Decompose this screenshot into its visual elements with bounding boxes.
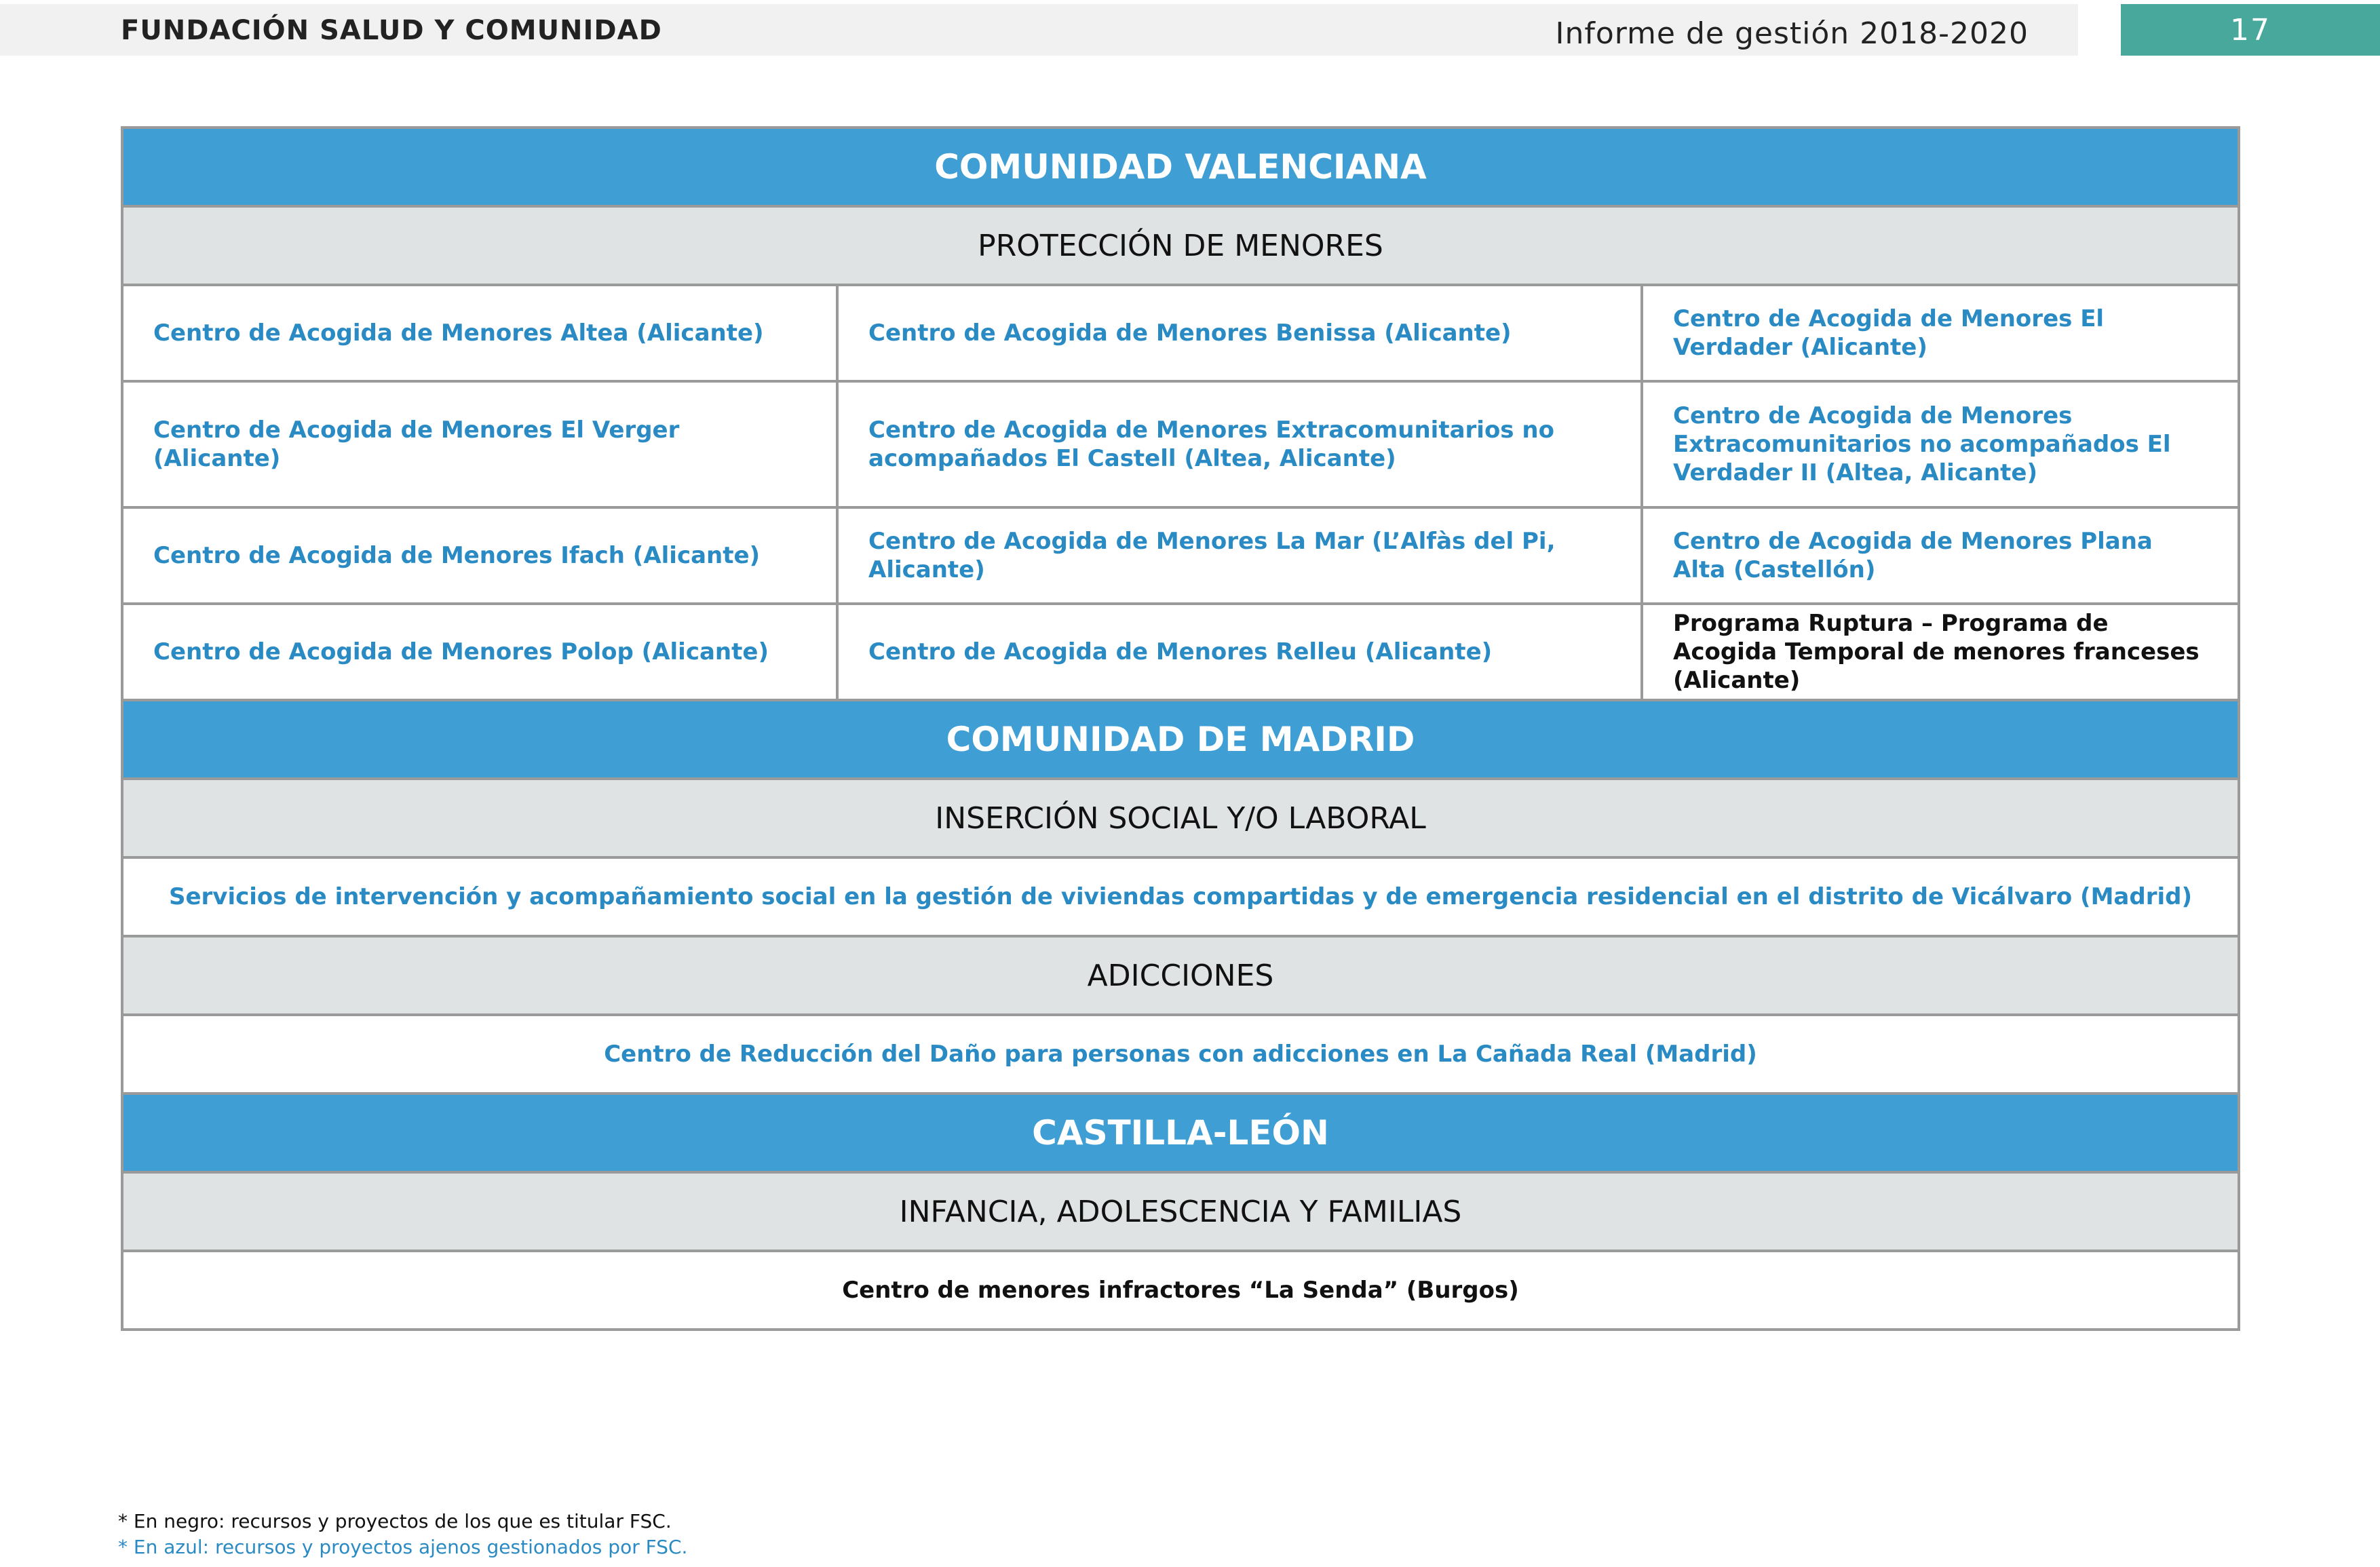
- category-row: [122, 206, 2239, 285]
- table-row: [122, 1251, 2239, 1330]
- region-title: COMUNIDAD DE MADRID: [122, 700, 2239, 779]
- resource-cell-owned: Centro de menores infractores “La Senda” (Burgos): [122, 1251, 2239, 1330]
- category-row: [122, 779, 2239, 857]
- report-title: Informe de gestión 2018-2020: [1555, 16, 2029, 51]
- category-title: ADICCIONES: [122, 936, 2239, 1015]
- table-row: [122, 507, 2239, 604]
- category-title: INFANCIA, ADOLESCENCIA Y FAMILIAS: [122, 1172, 2239, 1251]
- table-row: [122, 604, 2239, 700]
- resource-cell-owned: Programa Ruptura – Programa de Acogida Temporal de menores franceses (Alicante): [1642, 604, 2239, 700]
- region-row-valenciana: [122, 128, 2239, 206]
- category-title: PROTECCIÓN DE MENORES: [122, 206, 2239, 285]
- footnote-blue: * En azul: recursos y proyectos ajenos gestionados por FSC.: [118, 1536, 688, 1558]
- resource-cell: Centro de Acogida de Menores Extracomunitarios no acompañados El Verdader II (Altea, Alicante): [1642, 381, 2239, 507]
- table-row: [122, 381, 2239, 507]
- region-title: CASTILLA-LEÓN: [122, 1094, 2239, 1172]
- region-title: COMUNIDAD VALENCIANA: [122, 128, 2239, 206]
- resource-cell: Centro de Acogida de Menores El Verdader (Alicante): [1642, 285, 2239, 381]
- resource-cell: Centro de Acogida de Menores Plana Alta (Castellón): [1642, 507, 2239, 604]
- resource-cell: Centro de Acogida de Menores Ifach (Alicante): [122, 507, 837, 604]
- resource-cell: Centro de Acogida de Menores Polop (Alicante): [122, 604, 837, 700]
- table-row: [122, 857, 2239, 936]
- footnote-black: * En negro: recursos y proyectos de los que es titular FSC.: [118, 1510, 672, 1532]
- resource-cell: Centro de Acogida de Menores Altea (Alicante): [122, 285, 837, 381]
- table-row: [122, 1015, 2239, 1094]
- resource-cell: Centro de Reducción del Daño para personas con adicciones en La Cañada Real (Madrid): [122, 1015, 2239, 1094]
- page-number: 17: [2121, 4, 2380, 56]
- category-row: [122, 936, 2239, 1015]
- resource-cell: Centro de Acogida de Menores El Verger (Alicante): [122, 381, 837, 507]
- region-row-madrid: [122, 700, 2239, 779]
- resource-cell: Centro de Acogida de Menores Benissa (Alicante): [837, 285, 1642, 381]
- resource-cell: Servicios de intervención y acompañamiento social en la gestión de viviendas compartidas y de emergencia residencial en el distrito de Vicálvaro (Madrid): [122, 857, 2239, 936]
- category-row: [122, 1172, 2239, 1251]
- region-row-castilla: [122, 1094, 2239, 1172]
- resource-cell: Centro de Acogida de Menores Relleu (Alicante): [837, 604, 1642, 700]
- organization-name: FUNDACIÓN SALUD Y COMUNIDAD: [121, 15, 662, 46]
- resource-cell: Centro de Acogida de Menores Extracomunitarios no acompañados El Castell (Altea, Alicante): [837, 381, 1642, 507]
- category-title: INSERCIÓN SOCIAL Y/O LABORAL: [122, 779, 2239, 857]
- table-row: [122, 285, 2239, 381]
- resources-table: [121, 126, 2240, 1331]
- resource-cell: Centro de Acogida de Menores La Mar (L’Alfàs del Pi, Alicante): [837, 507, 1642, 604]
